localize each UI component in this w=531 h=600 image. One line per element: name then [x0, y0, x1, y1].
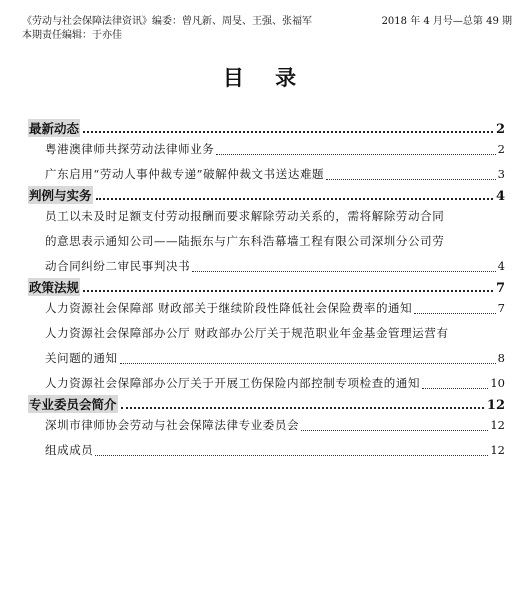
toc-entry-page: 7 [497, 301, 505, 315]
toc-entry-line: 组成成员 [45, 443, 94, 457]
toc-entry-last-line [45, 254, 505, 279]
toc-section-heading[interactable] [28, 396, 505, 413]
toc-section-page: 4 [495, 189, 505, 204]
toc-entry[interactable] [45, 321, 505, 371]
toc-entry[interactable] [45, 438, 505, 463]
toc-entry[interactable] [45, 296, 505, 321]
toc-entry[interactable] [45, 413, 505, 438]
editorial-board: 《劳动与社会保障法律资讯》编委：曾凡新、周旻、王强、张福军 [22, 16, 312, 27]
toc-entry-line: 关问题的通知 [45, 351, 118, 365]
toc-section-label: 判例与实务 [29, 188, 92, 203]
dot-leader [216, 154, 495, 155]
responsible-editor: 本期责任编辑：于亦佳 [22, 30, 122, 41]
toc-entry-last-line [45, 137, 505, 162]
toc-entry-line: 的意思表示通知公司——陆振东与广东科浩幕墙工程有限公司深圳分公司劳 [45, 234, 445, 248]
toc-entry-line: 深圳市律师协会劳动与社会保障法律专业委员会 [45, 418, 300, 432]
header-row [22, 15, 512, 29]
toc-section-heading[interactable] [28, 120, 505, 137]
toc-section-page: 7 [495, 281, 505, 296]
toc-entry-last-line [45, 346, 505, 371]
dot-leader [422, 388, 488, 389]
dot-leader [192, 271, 495, 272]
table-of-contents [28, 120, 505, 463]
toc-entry-line: 粤港澳律师共探劳动法律师业务 [45, 142, 215, 156]
toc-entry-line: 动合同纠纷二审民事判决书 [45, 259, 191, 273]
toc-entry-line: 员工以未及时足额支付劳动报酬而要求解除劳动关系的，需将解除劳动合同 [45, 209, 445, 223]
toc-entry-page: 12 [490, 443, 505, 457]
toc-entry[interactable] [45, 137, 505, 162]
dot-leader [83, 290, 493, 292]
toc-section-label: 最新动态 [29, 121, 80, 136]
toc-entry-line: 人力资源社会保障部办公厅关于开展工伤保险内部控制专项检查的通知 [45, 376, 421, 390]
toc-entry[interactable] [45, 204, 505, 279]
dot-leader [96, 198, 493, 200]
dot-leader [414, 313, 495, 314]
toc-entry-page: 4 [497, 259, 505, 273]
dot-leader [120, 363, 496, 364]
dot-leader [83, 131, 493, 133]
toc-entry-page: 2 [497, 142, 505, 156]
toc-entry-line: 人力资源社会保障部 财政部关于继续阶段性降低社会保险费率的通知 [45, 301, 413, 315]
toc-section-label: 专业委员会简介 [29, 397, 117, 412]
page-header [22, 15, 512, 43]
toc-entry-line: 广东启用“劳动人事仲裁专递”破解仲裁文书送达难题 [45, 167, 325, 181]
toc-section-heading[interactable] [28, 279, 505, 296]
toc-entry-last-line [45, 438, 505, 463]
dot-leader [326, 179, 496, 180]
toc-entry-last-line [45, 413, 505, 438]
toc-section-page: 2 [495, 122, 505, 137]
dot-leader [121, 407, 484, 409]
dot-leader [95, 455, 488, 456]
toc-entry-last-line [45, 162, 505, 187]
toc-entry-line: 人力资源社会保障部办公厅 财政部办公厅关于规范职业年金基金管理运营有 [45, 326, 449, 340]
toc-entry-page: 3 [497, 167, 505, 181]
toc-entry-page: 12 [490, 418, 505, 432]
toc-entry[interactable] [45, 371, 505, 396]
toc-entry-page: 10 [490, 376, 505, 390]
toc-entry[interactable] [45, 162, 505, 187]
toc-section-page: 12 [486, 398, 505, 413]
toc-entry-last-line [45, 371, 505, 396]
page-title: 目 录 [222, 65, 309, 90]
toc-section-label: 政策法规 [29, 280, 80, 295]
toc-entry-page: 8 [497, 351, 505, 365]
toc-entry-last-line [45, 296, 505, 321]
issue-info: 2018 年 4 月号—总第 49 期 [381, 16, 512, 27]
dot-leader [301, 430, 488, 431]
toc-section-heading[interactable] [28, 187, 505, 204]
